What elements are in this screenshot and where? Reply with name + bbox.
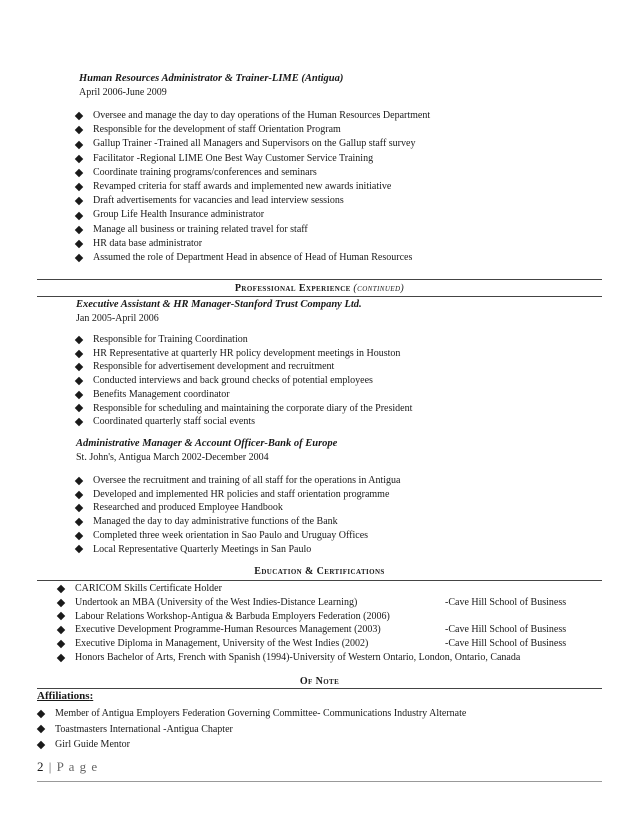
heading-main: Of Note (299, 676, 340, 687)
bullet-diamond-icon (75, 418, 83, 426)
bullet-diamond-icon (75, 140, 83, 148)
list-item-text: Oversee and manage the day to day operations of the Human Resources Department (93, 110, 431, 121)
section-rule-note (37, 688, 602, 689)
section-heading-experience (37, 283, 602, 294)
list-item (56, 582, 520, 596)
bullet-diamond-icon (57, 654, 65, 662)
list-item-text: Responsible for the development of staff Orientation Program (93, 124, 341, 136)
footer-rule (37, 781, 602, 782)
bullet-diamond-icon (75, 169, 83, 177)
job-dates: St. John's, Antigua March 2002-December 2004 (76, 452, 269, 463)
bullet-diamond-icon (57, 626, 65, 634)
list-item-text: Responsible for advertisement development and recruitment (93, 361, 335, 373)
bullet-diamond-icon (75, 211, 83, 219)
list-item (74, 529, 401, 543)
bullet-diamond-icon (75, 404, 83, 412)
job-dates: Jan 2005-April 2006 (76, 313, 159, 324)
list-item (74, 402, 412, 416)
page-label: P a g e (56, 759, 99, 774)
list-item-school: -Cave Hill School of Business (445, 624, 567, 636)
bullet-diamond-icon (75, 363, 83, 371)
list-item-text: Facilitator -Regional LIME One Best Way Customer Service Training (93, 152, 374, 164)
job-title: Executive Assistant & HR Manager-Stanford Trust Company Ltd. (76, 299, 362, 310)
list-item (74, 237, 430, 251)
list-item-text: CARICOM Skills Certificate Holder (75, 583, 222, 594)
list-item (74, 515, 401, 529)
list-item (74, 543, 401, 557)
bullet-diamond-icon (75, 240, 83, 248)
list-item-text: Coordinated quarterly staff social events (93, 416, 255, 428)
list-item (56, 623, 567, 637)
list-item-text: Conducted interviews and back ground checks of potential employees (93, 375, 373, 387)
job-title: Administrative Manager & Account Officer-Bank of Europe (76, 438, 338, 449)
list-item-text: Labour Relations Workshop-Antigua & Barbuda Employers Federation (2006) (75, 610, 390, 622)
list-item-text: Girl Guide Mentor (55, 739, 130, 750)
list-item-text: Undertook an MBA (University of the West Indies-Distance Learning) (75, 596, 358, 608)
bullet-diamond-icon (57, 612, 65, 620)
section-rule-education (37, 580, 602, 581)
list-item-school: -Cave Hill School of Business (445, 596, 567, 608)
job-dates: April 2006-June 2009 (79, 87, 167, 98)
list-item-text: Responsible for Training Coordination (93, 334, 248, 345)
list-item (74, 109, 430, 123)
list-item (56, 637, 567, 651)
list-item-text: Executive Development Programme-Human Resources Management (2003) (75, 624, 381, 636)
list-item-text: Completed three week orientation in Sao Paulo and Uruguay Offices (93, 529, 369, 541)
affiliations-list (36, 706, 466, 753)
list-item-text: Revamped criteria for staff awards and implemented new awards initiative (93, 181, 392, 193)
list-item-text: Coordinate training programs/conferences and seminars (93, 166, 317, 178)
list-item-text: Group Life Health Insurance administrator (93, 209, 265, 221)
list-item (74, 123, 430, 137)
list-item-text: Benefits Management coordinator (93, 388, 230, 400)
education-list (56, 582, 567, 665)
list-item (74, 333, 412, 347)
list-item (74, 415, 412, 429)
list-item (74, 208, 430, 222)
bullet-diamond-icon (75, 197, 83, 205)
job-stanford (76, 298, 362, 326)
bullet-diamond-icon (75, 531, 83, 539)
list-item (56, 651, 520, 665)
section-rule-bottom (37, 296, 602, 297)
section-heading-note (37, 676, 602, 687)
list-item-text: Gallup Trainer -Trained all Managers and Supervisors on the Gallup staff survey (93, 138, 416, 150)
bullet-diamond-icon (75, 504, 83, 512)
bullet-diamond-icon (57, 585, 65, 593)
list-item (74, 223, 430, 237)
bullet-diamond-icon (75, 477, 83, 485)
job-stanford-duties (74, 333, 412, 429)
bullet-diamond-icon (75, 112, 83, 120)
list-item (74, 347, 412, 361)
page-separator: | (48, 759, 53, 774)
list-item-text: HR Representative at quarterly HR policy development meetings in Houston (93, 347, 401, 359)
job-lime-duties (74, 109, 430, 265)
bullet-diamond-icon (75, 126, 83, 134)
list-item-text: Draft advertisements for vacancies and lead interview sessions (93, 195, 344, 207)
list-item (74, 360, 412, 374)
list-item-text: Executive Diploma in Management, University of the West Indies (2002) (75, 638, 369, 650)
list-item-text: Member of Antigua Employers Federation Governing Committee- Communications Industry Alternate (55, 708, 467, 719)
list-item (74, 388, 412, 402)
bullet-diamond-icon (75, 349, 83, 357)
list-item-text: Responsible for scheduling and maintaining the corporate diary of the President (93, 402, 413, 414)
list-item-text: Local Representative Quarterly Meetings in San Paulo (93, 543, 312, 555)
list-item (36, 737, 466, 753)
list-item-text: Honors Bachelor of Arts, French with Spanish (1994)-University of Western Ontario, London, Ontario, Canada (75, 651, 521, 663)
bullet-diamond-icon (75, 225, 83, 233)
list-item (74, 488, 401, 502)
list-item (56, 596, 567, 610)
job-title: Human Resources Administrator & Trainer-LIME (Antigua) (79, 73, 344, 84)
list-item (74, 374, 412, 388)
list-item (74, 474, 401, 488)
job-bank-of-europe (76, 437, 337, 465)
bullet-diamond-icon (75, 336, 83, 344)
list-item (74, 251, 430, 265)
list-item (74, 137, 430, 151)
list-item (74, 152, 430, 166)
bullet-diamond-icon (75, 254, 83, 262)
list-item-school: -Cave Hill School of Business (445, 638, 567, 650)
list-item-text: Developed and implemented HR policies and staff orientation programme (93, 488, 390, 500)
bullet-diamond-icon (75, 183, 83, 191)
list-item-text: Manage all business or training related travel for staff (93, 223, 308, 235)
list-item (74, 194, 430, 208)
list-item-text: Oversee the recruitment and training of all staff for the operations in Antigua (93, 475, 401, 486)
bullet-diamond-icon (37, 741, 45, 749)
heading-main: Professional Experience (234, 283, 351, 294)
heading-continued: (continued) (353, 283, 405, 294)
bullet-diamond-icon (57, 640, 65, 648)
list-item-text: Assumed the role of Department Head in absence of Head of Human Resources (93, 252, 413, 264)
bullet-diamond-icon (75, 490, 83, 498)
bullet-diamond-icon (37, 725, 45, 733)
bullet-diamond-icon (75, 377, 83, 385)
list-item (74, 501, 401, 515)
page-number: 2 (37, 759, 45, 774)
bullet-diamond-icon (75, 545, 83, 553)
list-item (74, 166, 430, 180)
list-item-text: Managed the day to day administrative functions of the Bank (93, 516, 338, 528)
list-item-text: Toastmasters International -Antigua Chapter (55, 723, 233, 735)
list-item (74, 180, 430, 194)
bullet-diamond-icon (75, 390, 83, 398)
list-item (36, 706, 466, 722)
bullet-diamond-icon (75, 154, 83, 162)
list-item-text: HR data base administrator (93, 237, 203, 249)
list-item (36, 722, 466, 738)
affiliations-label: Affiliations: (37, 690, 94, 702)
heading-main: Education & Certifications (254, 566, 385, 577)
bullet-diamond-icon (75, 518, 83, 526)
job-lime (79, 72, 343, 100)
job-bank-of-europe-duties (74, 474, 401, 556)
page-footer (37, 759, 98, 775)
list-item-text: Researched and produced Employee Handbook (93, 502, 283, 514)
section-rule-top (37, 279, 602, 280)
list-item (56, 610, 520, 624)
section-heading-education (37, 566, 602, 577)
bullet-diamond-icon (57, 598, 65, 606)
bullet-diamond-icon (37, 710, 45, 718)
